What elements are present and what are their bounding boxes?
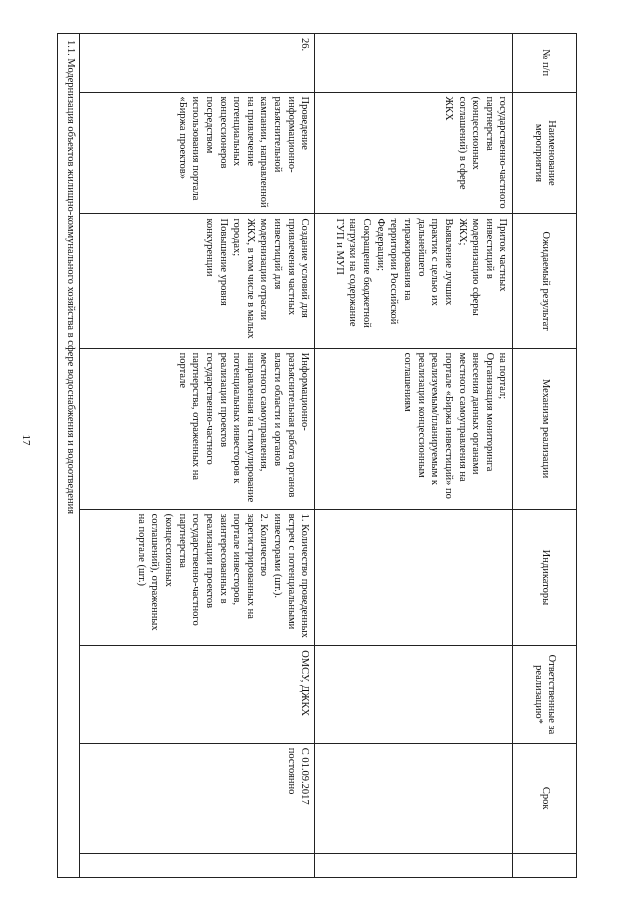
cell-mechanism: на портал; Организация мониторинга внесения данных органами местного самоуправления на портале «Биржа инвестиций» по реализуемым/планируемым к реализации концессионным соглашениям bbox=[315, 348, 513, 509]
header-indicators: Индикаторы bbox=[513, 509, 577, 646]
header-deadline: Срок bbox=[513, 743, 577, 853]
cell-name: государственно-частного партнерства (концессионных соглашений) в сфере ЖКХ bbox=[315, 92, 513, 214]
rotated-table-container bbox=[57, 33, 577, 878]
cell-indicators: 1. Количество проведенных встреч с потенциальными инвесторами (шт.). 2. Количество зарегистрированных на портале инвесторов, заинтересованных в реализации проектов государственно-частного партнерства (концессионных соглашений), отраженных на портале (шт.) bbox=[80, 509, 315, 646]
cell-num bbox=[315, 34, 513, 93]
cell-result: Создание условий для привлечения частных инвестиций для модернизации отрасли ЖКХ, в том числе в малых городах; Повышение уровня конкуренции bbox=[80, 214, 315, 348]
table-row bbox=[80, 34, 315, 878]
table-header-row bbox=[513, 34, 577, 878]
table-row bbox=[315, 34, 513, 878]
cell-spacer bbox=[80, 853, 315, 877]
measures-table bbox=[57, 33, 577, 878]
header-name: Наименование мероприятия bbox=[513, 92, 577, 214]
cell-num: 26. bbox=[80, 34, 315, 93]
cell-responsible bbox=[315, 646, 513, 744]
cell-result: Приток частных инвестиций в модернизацию сферы ЖКХ; Выявление лучших практик с целью их дальнейшего тиражирования на территории Российской Федерации; Сокращение бюджетной нагрузки на содержание ГУП и МУП bbox=[315, 214, 513, 348]
cell-indicators bbox=[315, 509, 513, 646]
page-number: 17 bbox=[20, 434, 32, 446]
header-num: № п/п bbox=[513, 34, 577, 93]
cell-deadline bbox=[315, 743, 513, 853]
cell-spacer bbox=[315, 853, 513, 877]
header-spacer bbox=[513, 853, 577, 877]
section-heading: 1.1. Модернизация объектов жилищно-коммунального хозяйства в сфере водоснабжения и водоотведения bbox=[58, 34, 80, 878]
header-mechanism: Механизм реализации bbox=[513, 348, 577, 509]
cell-responsible: ОМСУ, ДЖКХ bbox=[80, 646, 315, 744]
cell-deadline: С 01.09.2017 постоянно bbox=[80, 743, 315, 853]
cell-mechanism: Информационно-разъяснительная работа органов власти области и органов местного самоуправления, направленная на стимулирование потенциальных инвесторов к реализации проектов государственно-частного партнерства, отраженных на портале bbox=[80, 348, 315, 509]
header-responsible: Ответственные за реализацию* bbox=[513, 646, 577, 744]
header-result: Ожидаемый результат bbox=[513, 214, 577, 348]
cell-name: Проведение информационно-разъяснительной кампании, направленной на привлечение потенциальных концессионеров посредством использования портала «Биржа проектов» bbox=[80, 92, 315, 214]
section-row bbox=[58, 34, 80, 878]
